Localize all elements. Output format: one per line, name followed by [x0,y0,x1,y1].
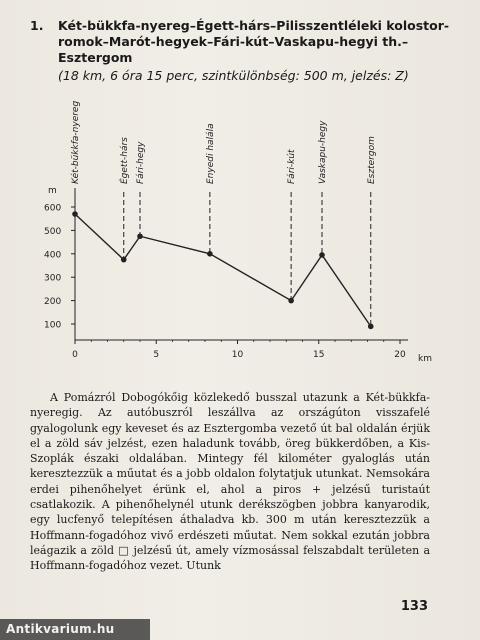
chart-axes [44,186,432,364]
watermark-label: Antikvarium.hu [0,619,150,640]
y-tick-label: 600 [44,203,62,214]
station-label: Enyedi halála [205,123,216,184]
y-axis-label: m [48,186,57,196]
elevation-point [319,252,325,258]
elevation-polyline [75,214,371,326]
elevation-point [368,324,374,330]
route-details: (18 km, 6 óra 15 perc, szintkülönbség: 500 m, jelzés: Z) [58,68,409,83]
x-tick-label: 5 [153,350,160,360]
chart-stations [70,101,377,327]
station-label: Vaskapu-hegy [318,120,328,184]
elevation-point [121,257,127,263]
x-tick-label: 10 [231,350,244,360]
x-axis-label: km [418,354,432,364]
elevation-line [72,211,373,329]
station-label: Két-bükkfa-nyereg [71,100,81,184]
route-number: 1. [30,18,44,33]
y-tick-label: 300 [44,273,62,284]
x-tick-label: 0 [72,350,78,360]
x-tick-label: 15 [313,350,325,360]
elevation-point [288,298,294,304]
station-label: Égett-hárs [119,137,130,184]
elevation-point [137,233,143,239]
page-number: 133 [400,599,428,614]
elevation-point [72,211,78,217]
y-tick-label: 100 [44,320,62,331]
x-tick-label: 20 [394,350,406,360]
station-label: Esztergom [366,136,377,184]
elevation-point [207,251,213,257]
y-tick-label: 500 [44,226,62,237]
description-paragraph: A Pomázról Dobogókőig közlekedő busszal utazunk a Két-bükkfa-nyeregig. Az autóbuszról leszállva az országúton visszafelé gyalogolunk egy keveset és az Esztergomba vezető út bal oldalán érjük el a zöld sáv jelzést, ezen haladunk tovább, öreg bükkerdőben, a Kis-Szoplák északi oldalában. Mintegy fél kilométer gyaloglás után keresztezzük a műutat és a jobb oldalon folytatjuk utunkat. Nemsokára erdei pihenőhelyet érünk el, ahol a piros + jelzésű turistaút csatlakozik. A pihenőhelynél utunk derékszögben jobbra kanyarodik, egy lucfenyő telepítésen áthaladva kb. 300 m után keresztezzük a Hoffmann-fogadóhoz vivő erdészeti műutat. Nem sokkal ezután jobbra leágazik a zöld □ jelzésű út, amely vízmosással felszabdalt területen a Hoffmann-fogadóhoz vezet. Utunk [30,391,430,573]
y-tick-label: 200 [44,297,62,308]
y-tick-label: 400 [44,250,62,261]
route-description [30,390,430,574]
station-label: Fári-hegy [136,141,146,184]
station-label: Fári-kút [287,149,298,184]
route-title: Két-bükkfa-nyereg–Égett-hárs–Pilisszentléleki kolostor-romok–Marót-hegyek–Fári-kút–Vaskapu-hegyi th.–Esztergom [58,18,450,65]
